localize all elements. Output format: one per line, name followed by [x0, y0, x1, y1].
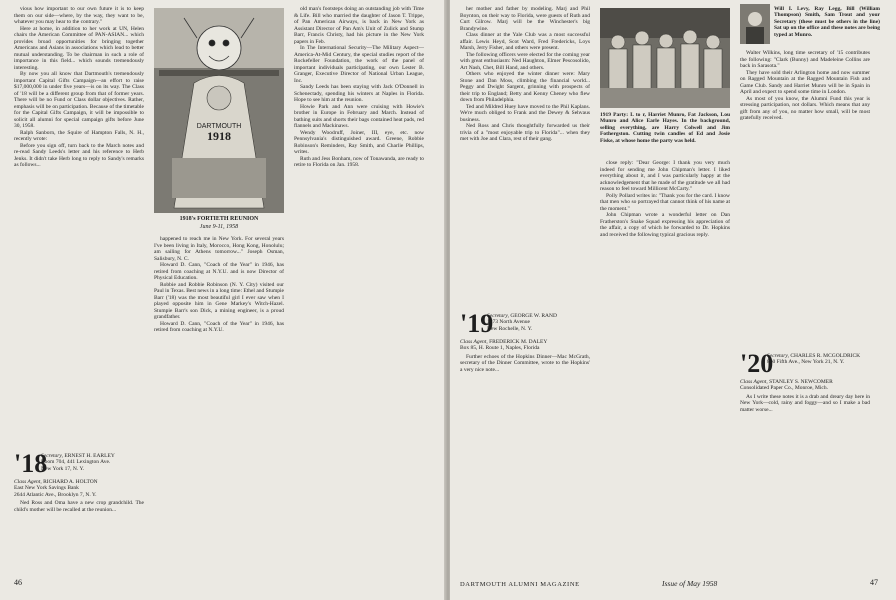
paragraph: Ruth and Jess Bonham, now of Tonawanda, are ready to retire to Florida on Jan. 1958.	[294, 155, 424, 168]
class-year: '20	[740, 349, 774, 378]
svg-text:DARTMOUTH: DARTMOUTH	[196, 123, 242, 130]
class-18-header	[14, 449, 144, 562]
page-number: 47	[870, 578, 878, 587]
secretary-label: Secretary,	[487, 313, 509, 319]
paragraph: Howard D. Cann, "Coach of the Year" in 1946, has retired from coaching at N.Y.U.	[154, 320, 284, 333]
class-20-header	[740, 349, 870, 567]
party-photo-image	[600, 8, 730, 108]
agent-address: East New York Savings Bank	[14, 485, 79, 492]
class-agent	[460, 339, 590, 373]
paragraph: Wendy Woodruff, Joiner, III, eye, etc. now Pennsylvania's distinguished award. Greene, Robbie Robinson's Reminders, Ray Smith, and Charlie Phillips, writes.	[294, 129, 424, 155]
right-page	[450, 0, 896, 600]
reunion-photo	[154, 8, 284, 213]
left-col-1	[14, 6, 144, 446]
right-col-3	[740, 50, 870, 350]
photo-caption: 1919 Party: L to r, Harriet Munro, Fat Jackson, Lou Munro and Alice Earle Hayes. In the background, selling everything, are Harry Colwell and Jim Fothergston. Cutting twin candles of Ed and Josie Fiske, at whose home the party was held.	[600, 112, 730, 144]
caption-date: June 9-11, 1958	[199, 223, 239, 230]
agent-name: FREDERICK M. DALEY	[489, 339, 548, 345]
class-officers	[41, 453, 115, 472]
paragraph: As most of you know, the Alumni Fund this year is stressing participation, not dollars. Which means that any gift from any of you, no matter how small, will be most gratefully received.	[740, 95, 870, 121]
paragraph: The following officers were elected for the coming year with great enthusiasm: Ned Haughton, Elmer Pescosolido, Art Nash, Chet, Bill Hand, and others.	[460, 51, 590, 71]
paragraph: Sandy Leeds has been staying with Jack O'Donnell in Schenectady, spending his winters at Naples in Florida. Hope to see him at the reunion.	[294, 84, 424, 103]
caption-title: 1918's FORTIETH REUNION	[179, 216, 259, 222]
paragraph: By now you all know that Dartmouth's tremendously important Capital Gifts Campaign—an effort to raise $17,000,000 in under five years—is on its way. The Class of '18 will be a different group from that of former years. There will be no Fund or Class dollar objectives. Rather, emphasis will be on participation. Because of the timetable for the Capital Gifts Campaign, it will be impossible to solicit all alumni for special campaign gifts before June 30, 1958.	[14, 71, 144, 129]
photo-caption	[154, 216, 284, 231]
agent-address: Box 85, H. Route 1, Naples, Florida	[460, 345, 540, 352]
class-agent	[14, 479, 144, 513]
magazine-footer: DARTMOUTH ALUMNI MAGAZINE	[460, 581, 580, 588]
paragraph: As I write these notes it is a drab and dreary day here in New York—cold, rainy and foggy—and so I make a bad matter worse...	[740, 393, 870, 413]
paragraph: Polly Pollard writes in: "Thank you for the card. I know that men who so portrayed that cannot think of his name at the moment."	[600, 192, 730, 212]
page-number: 46	[14, 578, 22, 587]
paragraph: Ted and Mildred Huey have moved to the Phil Kaplans. We're much obliged to Frank and the Dewey & Sehvaus business.	[460, 103, 590, 123]
reunion-photo-image	[154, 8, 284, 213]
secretary-name: ERNEST H. EARLEY	[64, 453, 115, 459]
agent-label: Class Agent,	[740, 379, 768, 385]
secretary-address: New Rochelle, N. Y.	[487, 325, 533, 332]
paragraph: Class dinner at the Yale Club was a most successful affair. Lewis Heyd, Scot Ward, Fred Fredericks, Loys Marsh, Jerry Fisher, and others were present.	[460, 32, 590, 51]
issue-footer: Issue of May 1958	[662, 579, 718, 588]
paragraph: close reply: "Dear George: I thank you very much indeed for sending me John Chipman's letter. I liked everything about it, and I was particularly happy at the acknowledgement that he made of the gratitude we all had reason to feel toward Millicent McCarty."	[600, 160, 730, 192]
secretary-name: GEORGE W. RAND	[510, 313, 557, 319]
agent-name: STANLEY S. NEWCOMER	[769, 379, 833, 385]
paragraph: Howard D. Cann, "Coach of the Year" in 1946, has retired from coaching at N.Y.U. and is now Director of Physical Education.	[154, 262, 284, 281]
agent-label: Class Agent,	[14, 479, 42, 485]
secretary-label: Secretary,	[41, 453, 63, 459]
secretary-address: 1273 North Avenue	[487, 319, 530, 326]
left-page	[0, 0, 446, 600]
paragraph: Others who enjoyed the winter dinner were: Mary Stone and Dan Moss, climbing the financial world... Peggy and Dwight Sargent, grinning with prospects of their trip to England; Betty and Kenny Cheney who flew down from Philadelphia.	[460, 71, 590, 103]
secretary-address: 860 Fifth Ave., New York 21, N. Y.	[767, 359, 845, 366]
paragraph: Before you sign off, turn back to the March notes and re-read Sandy Leeds's letter and his reference to Herb Jenks. It didn't take Herb long to reply to Sandy's remarks as follows...	[14, 142, 144, 168]
right-col-2	[600, 160, 730, 565]
paragraph: happened to reach me in New York. For several years I've been living in Italy, Morocco, Hong Kong, Honolulu; am sailing for Athens tomorrow..." Joseph Osman, Salisbury, N. C.	[154, 236, 284, 262]
secretary-address: New York 17, N. Y.	[41, 465, 85, 472]
agent-name: RICHARD A. HOLTON	[43, 479, 98, 485]
secretary-name: CHARLES R. MCGOLDRICK	[790, 353, 861, 359]
paragraph: Here at home, in addition to her work at UN, Helen chairs the American Committee of PAN-ASIAN... which provides broad opportunities for bringing together Americans and Asians in associations which lead to better mutual understanding. To be chairman in such a role of importance in this field... which sounds tremendously interesting.	[14, 25, 144, 71]
agent-label: Class Agent,	[460, 339, 488, 345]
paragraph: Howie Park and Ann were cruising with Howie's brother in Europe in February and March. Instead of bathing suits and shorts their bags contained heat pads, red flannels and Mackinaws.	[294, 103, 424, 129]
paragraph: her mother and father by modeling. Marj and Phil Boynton, on their way to Florida, were guests of Ruth and Curt Gilrow. Marj will be the Winchester's big Brandywine.	[460, 6, 590, 32]
photo-caption: Will I. Levy, Ray Legg, Bill (William Thompson) Smith, Sam Trout and your Secretary (these must be others in the line) Sat up on the office and these notes are being typed at Munro.	[774, 6, 880, 38]
party-photo	[600, 8, 730, 108]
class-agent	[740, 379, 870, 413]
left-col-3	[294, 6, 424, 566]
secretary-address: Room 704, 441 Lexington Ave.	[41, 459, 111, 466]
paragraph: vious how important to our own future it is to keep them on our side—where, by the way, they want to be, whatever you may hear to the contrary."	[14, 6, 144, 25]
right-col-1	[460, 6, 590, 306]
paragraph: Ned Ross and Oma have a new crop grandchild. The child's mother will be recalled at the reunion...	[14, 500, 144, 513]
class-officers	[767, 353, 860, 366]
paragraph: Walter Wilkins, long time secretary of '15 contributes the following: "Clark (Bunny) and Madeleine Collins are back in Sarasota."	[740, 50, 870, 69]
secretary-label: Secretary,	[767, 353, 789, 359]
paragraph: Robbie and Robbie Robinson (N. Y. City) visited our Paul in Texas. Best news in a long time: Ethel and Stumpie Barr ('18) was the most beautiful girl I ever saw when I played opposite him in Gene Markey's Witch-Hazel. Stumpie Barr's son Dick, a mining engineer, is a proud grandfather.	[154, 281, 284, 320]
paragraph: old man's footsteps doing an outstanding job with Time & Life. Bill who married the daughter of Jason T. Trippe, of Pan American Airways, is back in New York as Assistant Director of Pan Am's Unit of Zulick and Stump Barr, Francis Christy, had his picture in the New York papers in Feb.	[294, 6, 424, 45]
portrait-image	[740, 4, 770, 44]
portrait-photo	[740, 4, 770, 44]
agent-address: Consolidated Paper Co., Monroe, Mich.	[740, 385, 828, 392]
paragraph: Further echoes of the Hopkins Dinner—Mac McGrath, secretary of the Dinner Committee, wrote to the Hopkins' a very nice note...	[460, 353, 590, 373]
class-officers	[487, 313, 557, 332]
class-19-header	[460, 309, 590, 562]
svg-text:1918: 1918	[207, 129, 231, 143]
paragraph: Ned Ross and Chris thoughtfully forwarded us their trivia of a "most enjoyable trip to Florida"... when they met with Joe and Clara, rest of their gang.	[460, 123, 590, 142]
paragraph: Ralph Sanborn, the Squire of Hampton Falls, N. H., recently wrote:	[14, 129, 144, 142]
agent-address: 2644 Atlantic Ave., Brooklyn 7, N. Y.	[14, 491, 97, 498]
left-col-2	[154, 236, 284, 566]
paragraph: In The International Security—The Military Aspect—America-At-Mid Century, the special studies report of the Rockefeller Foundation, the work of the panel of important individuals participating, our own Lester B. Granger, Executive Director of National Urban League, Inc.	[294, 45, 424, 84]
paragraph: They have sold their Arlington home and now summer on Ragged Mountain at the Ragged Mountain Fish and Game Club. Sandy and Harriet Munro will be in Spain in April and expect to spend some time in London.	[740, 69, 870, 95]
class-year: '18	[14, 449, 48, 478]
class-year: '19	[460, 309, 494, 338]
paragraph: John Chipman wrote a wonderful letter on Dan Fratherston's Snake Squad expressing his appreciation of the affair, a copy of which he forwarded to Dr. Hopkins and received the following typical gracious reply.	[600, 212, 730, 238]
